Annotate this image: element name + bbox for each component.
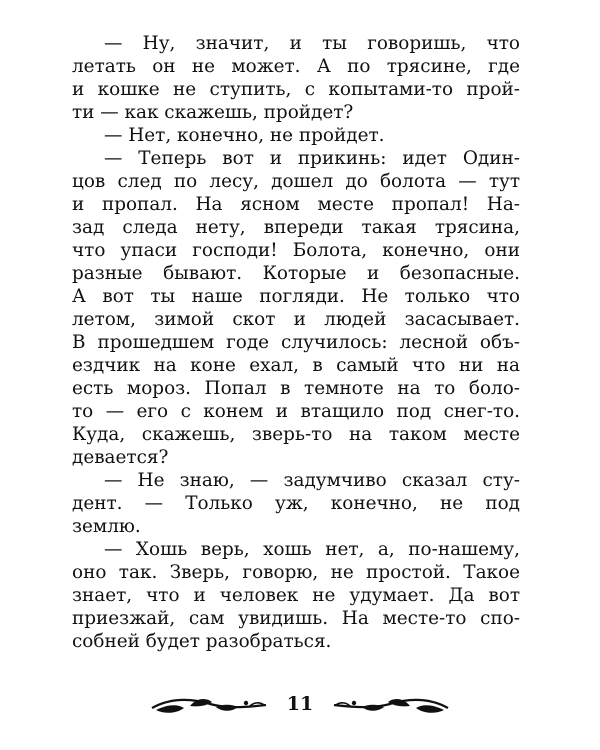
text-line: — Хошь верь, хошь нет, а, по-нашему,: [104, 539, 520, 560]
text-line: — Не знаю, — задумчиво сказал сту-: [104, 470, 520, 491]
text-line: Куда, скажешь, зверь-то на таком месте: [72, 424, 520, 445]
text-line: знает, что и человек не удумает. Да вот: [72, 585, 520, 606]
text-line: девается?: [72, 447, 169, 468]
text-line: — Ну, значит, и ты говоришь, что: [104, 33, 520, 54]
text-line: — Теперь вот и прикинь: идет Один-: [104, 148, 520, 169]
text-line: разные бывают. Которые и безопасные.: [72, 263, 520, 284]
text-line: А вот ты наше погляди. Не только что: [72, 286, 520, 307]
text-line: приезжай, сам увидишь. На месте-то спо-: [72, 608, 520, 629]
text-line: дент. — Только уж, конечно, не под: [72, 493, 520, 514]
text-line: зад следа нету, впереди такая трясина,: [72, 217, 520, 238]
flourish-ornament-right-icon: [332, 694, 450, 716]
text-line: летом, зимой скот и людей засасывает.: [72, 309, 520, 330]
text-line: цов след по лесу, дошел до болота — тут: [72, 171, 520, 192]
book-page-text: [72, 32, 520, 653]
text-line: ти — как скажешь, пройдет?: [72, 102, 354, 123]
text-line: оно так. Зверь, говорю, не простой. Такое: [72, 562, 520, 583]
text-line: что упаси господи! Болота, конечно, они: [72, 240, 520, 261]
text-line: и пропал. На ясном месте пропал! На-: [72, 194, 520, 215]
page-number: 11: [286, 693, 314, 715]
text-line: есть мороз. Попал в темноте на то боло-: [72, 378, 520, 399]
text-line: В прошедшем годе случилось: лесной объ-: [72, 332, 520, 353]
page-footer: [150, 690, 450, 720]
flourish-ornament-left-icon: [150, 694, 268, 716]
text-line: собней будет разобраться.: [72, 631, 332, 652]
text-line: и кошке не ступить, с копытами-то прой-: [72, 79, 520, 100]
text-line: — Нет, конечно, не пройдет.: [104, 125, 385, 146]
text-line: ездчик на коне ехал, в самый что ни на: [72, 355, 520, 376]
text-line: то — его с конем и втащило под снег-то.: [72, 401, 520, 422]
text-line: землю.: [72, 516, 141, 537]
text-line: летать он не может. А по трясине, где: [72, 56, 520, 77]
